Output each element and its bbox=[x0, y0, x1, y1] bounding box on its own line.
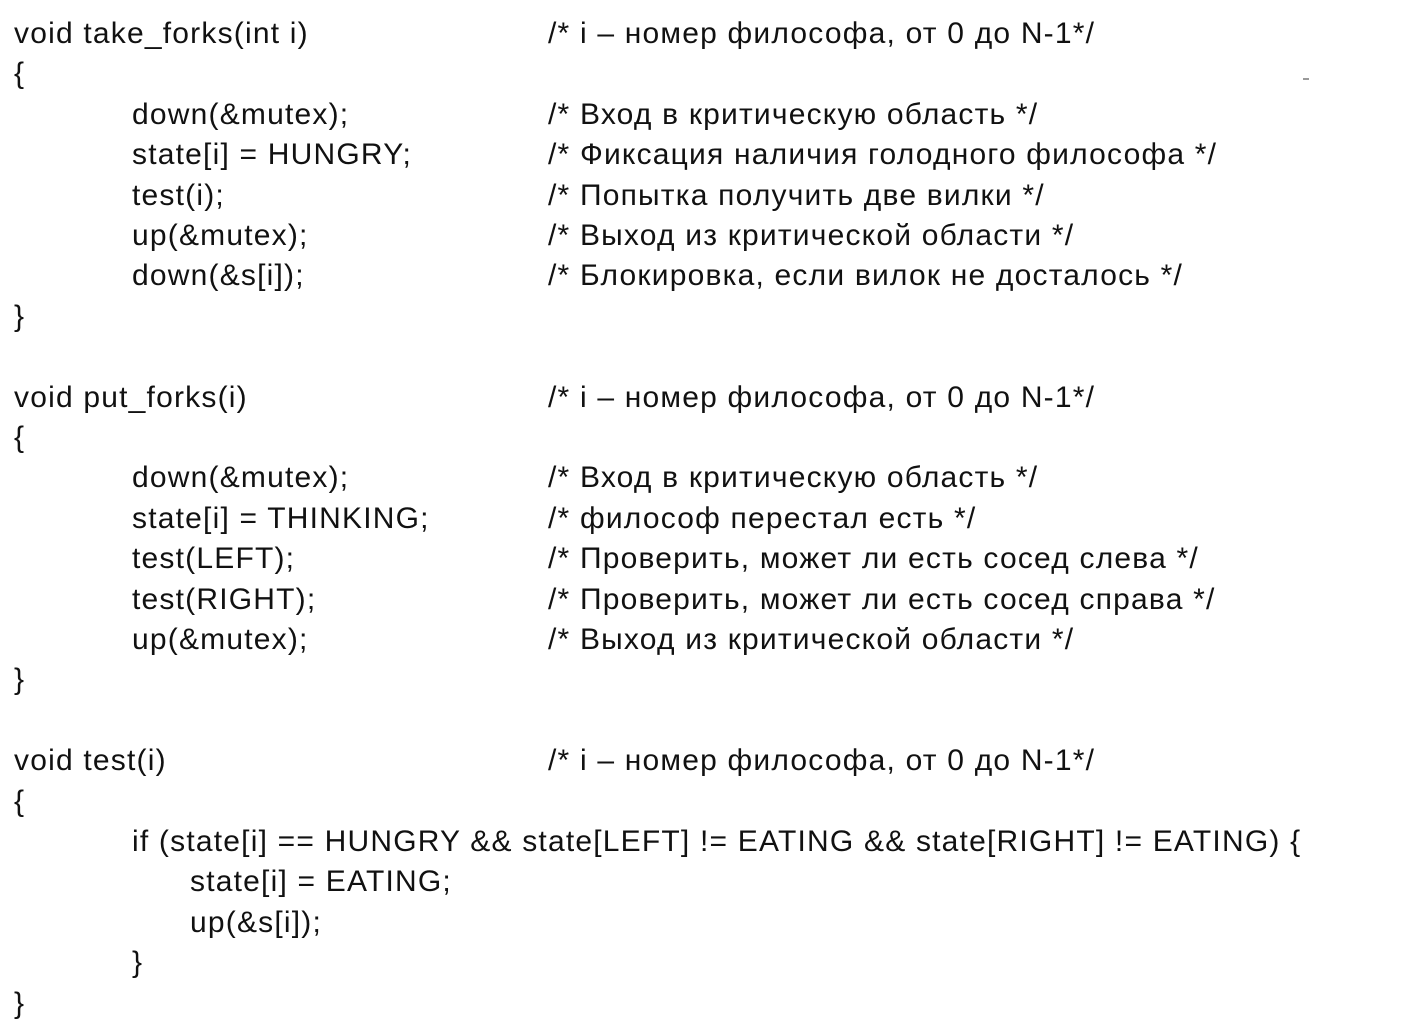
code-line bbox=[0, 903, 1428, 943]
code-line bbox=[0, 216, 1428, 256]
code-comment: /* философ перестал есть */ bbox=[548, 501, 977, 535]
code-comment: /* Фиксация наличия голодного философа */ bbox=[548, 138, 1218, 172]
code-line bbox=[0, 14, 1428, 54]
code-text: down(&mutex); bbox=[132, 461, 350, 495]
code-text: } bbox=[132, 946, 144, 980]
code-text: { bbox=[14, 57, 26, 91]
code-line bbox=[0, 297, 1428, 337]
code-line bbox=[0, 984, 1428, 1024]
code-text: test(RIGHT); bbox=[132, 582, 317, 616]
code-text: down(&s[i]); bbox=[132, 259, 305, 293]
code-line bbox=[0, 580, 1428, 620]
code-line bbox=[0, 418, 1428, 458]
code-line bbox=[0, 822, 1428, 862]
code-comment: /* Выход из критической области */ bbox=[548, 219, 1075, 252]
code-line bbox=[0, 620, 1428, 660]
code-comment: /* Блокировка, если вилок не досталось */ bbox=[548, 259, 1184, 293]
code-text: void test(i) bbox=[14, 744, 167, 778]
code-text: state[i] = HUNGRY; bbox=[132, 138, 413, 172]
code-line bbox=[0, 95, 1428, 135]
code-comment: /* Выход из критической области */ bbox=[548, 623, 1075, 656]
code-comment: /* Проверить, может ли есть сосед слева */ bbox=[548, 542, 1199, 576]
code-comment: /* Проверить, может ли есть сосед справа */ bbox=[548, 582, 1216, 616]
code-text: state[i] = EATING; bbox=[190, 865, 452, 899]
code-text: state[i] = THINKING; bbox=[132, 501, 430, 535]
code-text: } bbox=[14, 299, 26, 333]
code-text: down(&mutex); bbox=[132, 97, 350, 131]
code-text: } bbox=[14, 663, 26, 697]
code-text: void take_forks(int i) bbox=[14, 17, 309, 50]
code-line bbox=[0, 782, 1428, 822]
code-comment: /* Вход в критическую область */ bbox=[548, 97, 1039, 131]
code-line bbox=[0, 660, 1428, 700]
code-line bbox=[0, 741, 1428, 781]
code-comment: /* Вход в критическую область */ bbox=[548, 461, 1039, 495]
code-line bbox=[0, 176, 1428, 216]
code-comment: /* i – номер философа, от 0 до N-1*/ bbox=[548, 744, 1096, 778]
code-line bbox=[0, 539, 1428, 579]
code-line bbox=[0, 862, 1428, 902]
code-line bbox=[0, 256, 1428, 296]
code-line bbox=[0, 943, 1428, 983]
code-comment: /* Попытка получить две вилки */ bbox=[548, 178, 1045, 212]
code-comment: /* i – номер философа, от 0 до N-1*/ bbox=[548, 17, 1096, 50]
code-text: up(&s[i]); bbox=[190, 905, 323, 939]
code-text: up(&mutex); bbox=[132, 623, 309, 656]
code-text: up(&mutex); bbox=[132, 219, 309, 252]
scan-speck bbox=[1303, 78, 1309, 80]
code-line bbox=[0, 378, 1428, 418]
code-text: test(i); bbox=[132, 178, 225, 212]
code-text: } bbox=[14, 986, 26, 1020]
code-text: void put_forks(i) bbox=[14, 380, 248, 414]
code-line bbox=[0, 135, 1428, 175]
code-text: if (state[i] == HUNGRY && state[LEFT] != EATING && state[RIGHT] != EATING) { bbox=[132, 825, 1302, 858]
code-text: { bbox=[14, 421, 26, 454]
code-comment: /* i – номер философа, от 0 до N-1*/ bbox=[548, 380, 1096, 414]
code-line bbox=[0, 54, 1428, 94]
code-line bbox=[0, 458, 1428, 498]
code-line bbox=[0, 499, 1428, 539]
code-text: { bbox=[14, 784, 26, 818]
code-text: test(LEFT); bbox=[132, 542, 296, 576]
